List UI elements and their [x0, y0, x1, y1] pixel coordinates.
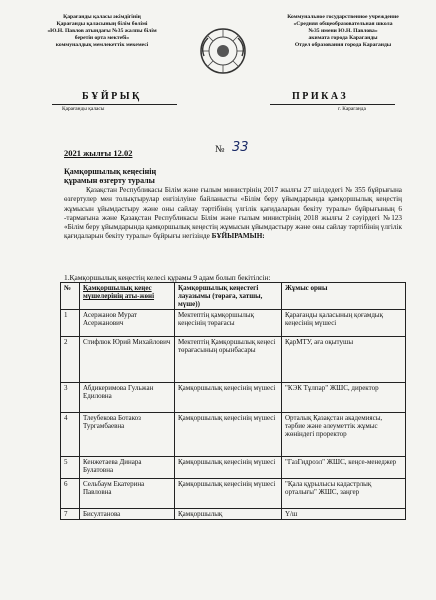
- city-russian: г. Караганда: [338, 106, 366, 112]
- member-workplace: Қарағанды қаласының қоғамдық кеңесінің мүшесі: [282, 310, 406, 337]
- header-right-line: №35 имени Ю.Н. Павлова»: [308, 28, 378, 34]
- member-position: Қамқоршылық кеңесінің мүшесі: [175, 457, 282, 479]
- member-workplace: "ГазГидроэл" ЖШС, кеңсе-менеджер: [282, 457, 406, 479]
- row-number: 2: [61, 337, 80, 383]
- header-right-russian: [268, 14, 418, 49]
- table-row: [61, 413, 406, 457]
- table-row: [61, 337, 406, 383]
- member-name: Сельбаум Екатерина Павловна: [80, 479, 175, 509]
- member-workplace: Ү/ш: [282, 509, 406, 520]
- order-number: 33: [232, 140, 249, 155]
- order-body: [64, 186, 402, 242]
- city-kazakh: Қарағанды қаласы: [62, 106, 105, 112]
- header-name: Қамқоршылық кеңес мүшелерінің аты-жөні: [80, 283, 175, 310]
- member-position: Мектептің Қамқоршылық кеңесі төрағасының орынбасары: [175, 337, 282, 383]
- order-item-1: 1.Қамқоршылық кеңестің келесі құрамы 9 адам болып бекітілсін:: [64, 273, 271, 282]
- table-row: [61, 457, 406, 479]
- header-left-line: Қарағанды қаласының білім бөлімі: [56, 21, 148, 27]
- member-name: Асержанов Мурат Асержанович: [80, 310, 175, 337]
- order-directive: БҰЙЫРАМЫН:: [211, 232, 265, 241]
- member-workplace: Орталық Қазақстан академиясы, тәрбие және әлеуметтік жұмыс жөніндегі проректор: [282, 413, 406, 457]
- order-title-kazakh: БҰЙРЫҚ: [82, 91, 142, 102]
- member-name: Бисултанова: [80, 509, 175, 520]
- member-name: Абдикеримова Гульжан Едиловна: [80, 383, 175, 413]
- member-name: Кенжетаева Динара Булатовна: [80, 457, 175, 479]
- member-position: Мектептің қамқоршылық кеңесінің төрағасы: [175, 310, 282, 337]
- row-number: 4: [61, 413, 80, 457]
- header-left-line: «Ю.Н. Павлов атындағы №35 жалпы білім: [47, 28, 157, 34]
- body-paragraph: [64, 186, 402, 242]
- member-position: Қамқоршылық кеңесінің мүшесі: [175, 383, 282, 413]
- header-left-line: коммуналдық мемлекеттік мекемесі: [55, 42, 149, 48]
- council-members-table: [60, 282, 406, 520]
- table-row: [61, 383, 406, 413]
- header-right-line: акимата города Караганды: [308, 35, 378, 41]
- body-paragraph-text: Қазақстан Республикасы Білім және ғылым министрінің 2017 жылғы 27 шілдедегі № 355 бұйрығына өзгертулер мен толықтырулар енгізілуіне байланысты «Білім беру ұйымдарында қамқоршылық кеңестің жұмысын ұйымдастыру және оны сайлау тәртібінің үлгілік қағидаларын бекіту туралы» бұйрығының 6 -тармағына және Қазақстан Республикасы Білім және ғылым министрінің 2018 жылғы 2 сәуірдегі №123 «Білім беру ұйымдарында қамқоршылық кеңестің жұмысын ұйымдастыру және оны сайлау тәртібінің үлгілік қағидаларын бекіту туралы» бұйрығы негізінде: [64, 186, 402, 241]
- kazakhstan-emblem-icon: [198, 26, 248, 76]
- member-position: Қамқоршылық: [175, 509, 282, 520]
- member-name: Стифлюк Юрий Михайлович: [80, 337, 175, 383]
- row-number: 3: [61, 383, 80, 413]
- header-workplace: Жұмыс орны: [282, 283, 406, 310]
- row-number: 1: [61, 310, 80, 337]
- header-left-line: беретін орта мектебі»: [74, 35, 130, 41]
- subject-line: құрамын өзгерту туралы: [64, 176, 155, 185]
- header-position: Қамқоршылық кеңестегі лауазымы (төрағa, хатшы, мүше)): [175, 283, 282, 310]
- member-name: Тлеубекова Ботакоз Тургамбаевна: [80, 413, 175, 457]
- member-workplace: "Қала құрылысы кадастрлық орталығы" ЖШС, заңгер: [282, 479, 406, 509]
- header-right-line: Отдел образования города Караганды: [294, 42, 392, 48]
- member-workplace: "КЭК Тұлпар" ЖШС, директор: [282, 383, 406, 413]
- divider-left: [52, 104, 177, 105]
- row-number: 6: [61, 479, 80, 509]
- order-title-russian: ПРИКАЗ: [292, 91, 349, 102]
- order-subject: [64, 167, 156, 185]
- order-date: 2021 жылғы 12.02: [64, 148, 133, 158]
- header-right-line: «Средняя общеобразовательная школа: [293, 21, 393, 27]
- member-workplace: ҚарМТУ, аға оқытушы: [282, 337, 406, 383]
- member-position: Қамқоршылық кеңесінің мүшесі: [175, 413, 282, 457]
- subject-line: Қамқоршылық кеңесінің: [64, 167, 157, 176]
- row-number: 7: [61, 509, 80, 520]
- row-number: 5: [61, 457, 80, 479]
- header-right-line: Коммунальное государственное учреждение: [287, 14, 399, 20]
- header-left-line: Қарағанды қаласы әкімдігінің: [63, 14, 141, 20]
- table-row: [61, 310, 406, 337]
- member-position: Қамқоршылық кеңесінің мүшесі: [175, 479, 282, 509]
- header-number: №: [61, 283, 80, 310]
- table-header-row: [61, 283, 406, 310]
- order-number-sign: №: [215, 144, 225, 155]
- table-row: [61, 479, 406, 509]
- table-row: [61, 509, 406, 520]
- header-left-kazakh: [22, 14, 182, 49]
- divider-right: [270, 104, 395, 105]
